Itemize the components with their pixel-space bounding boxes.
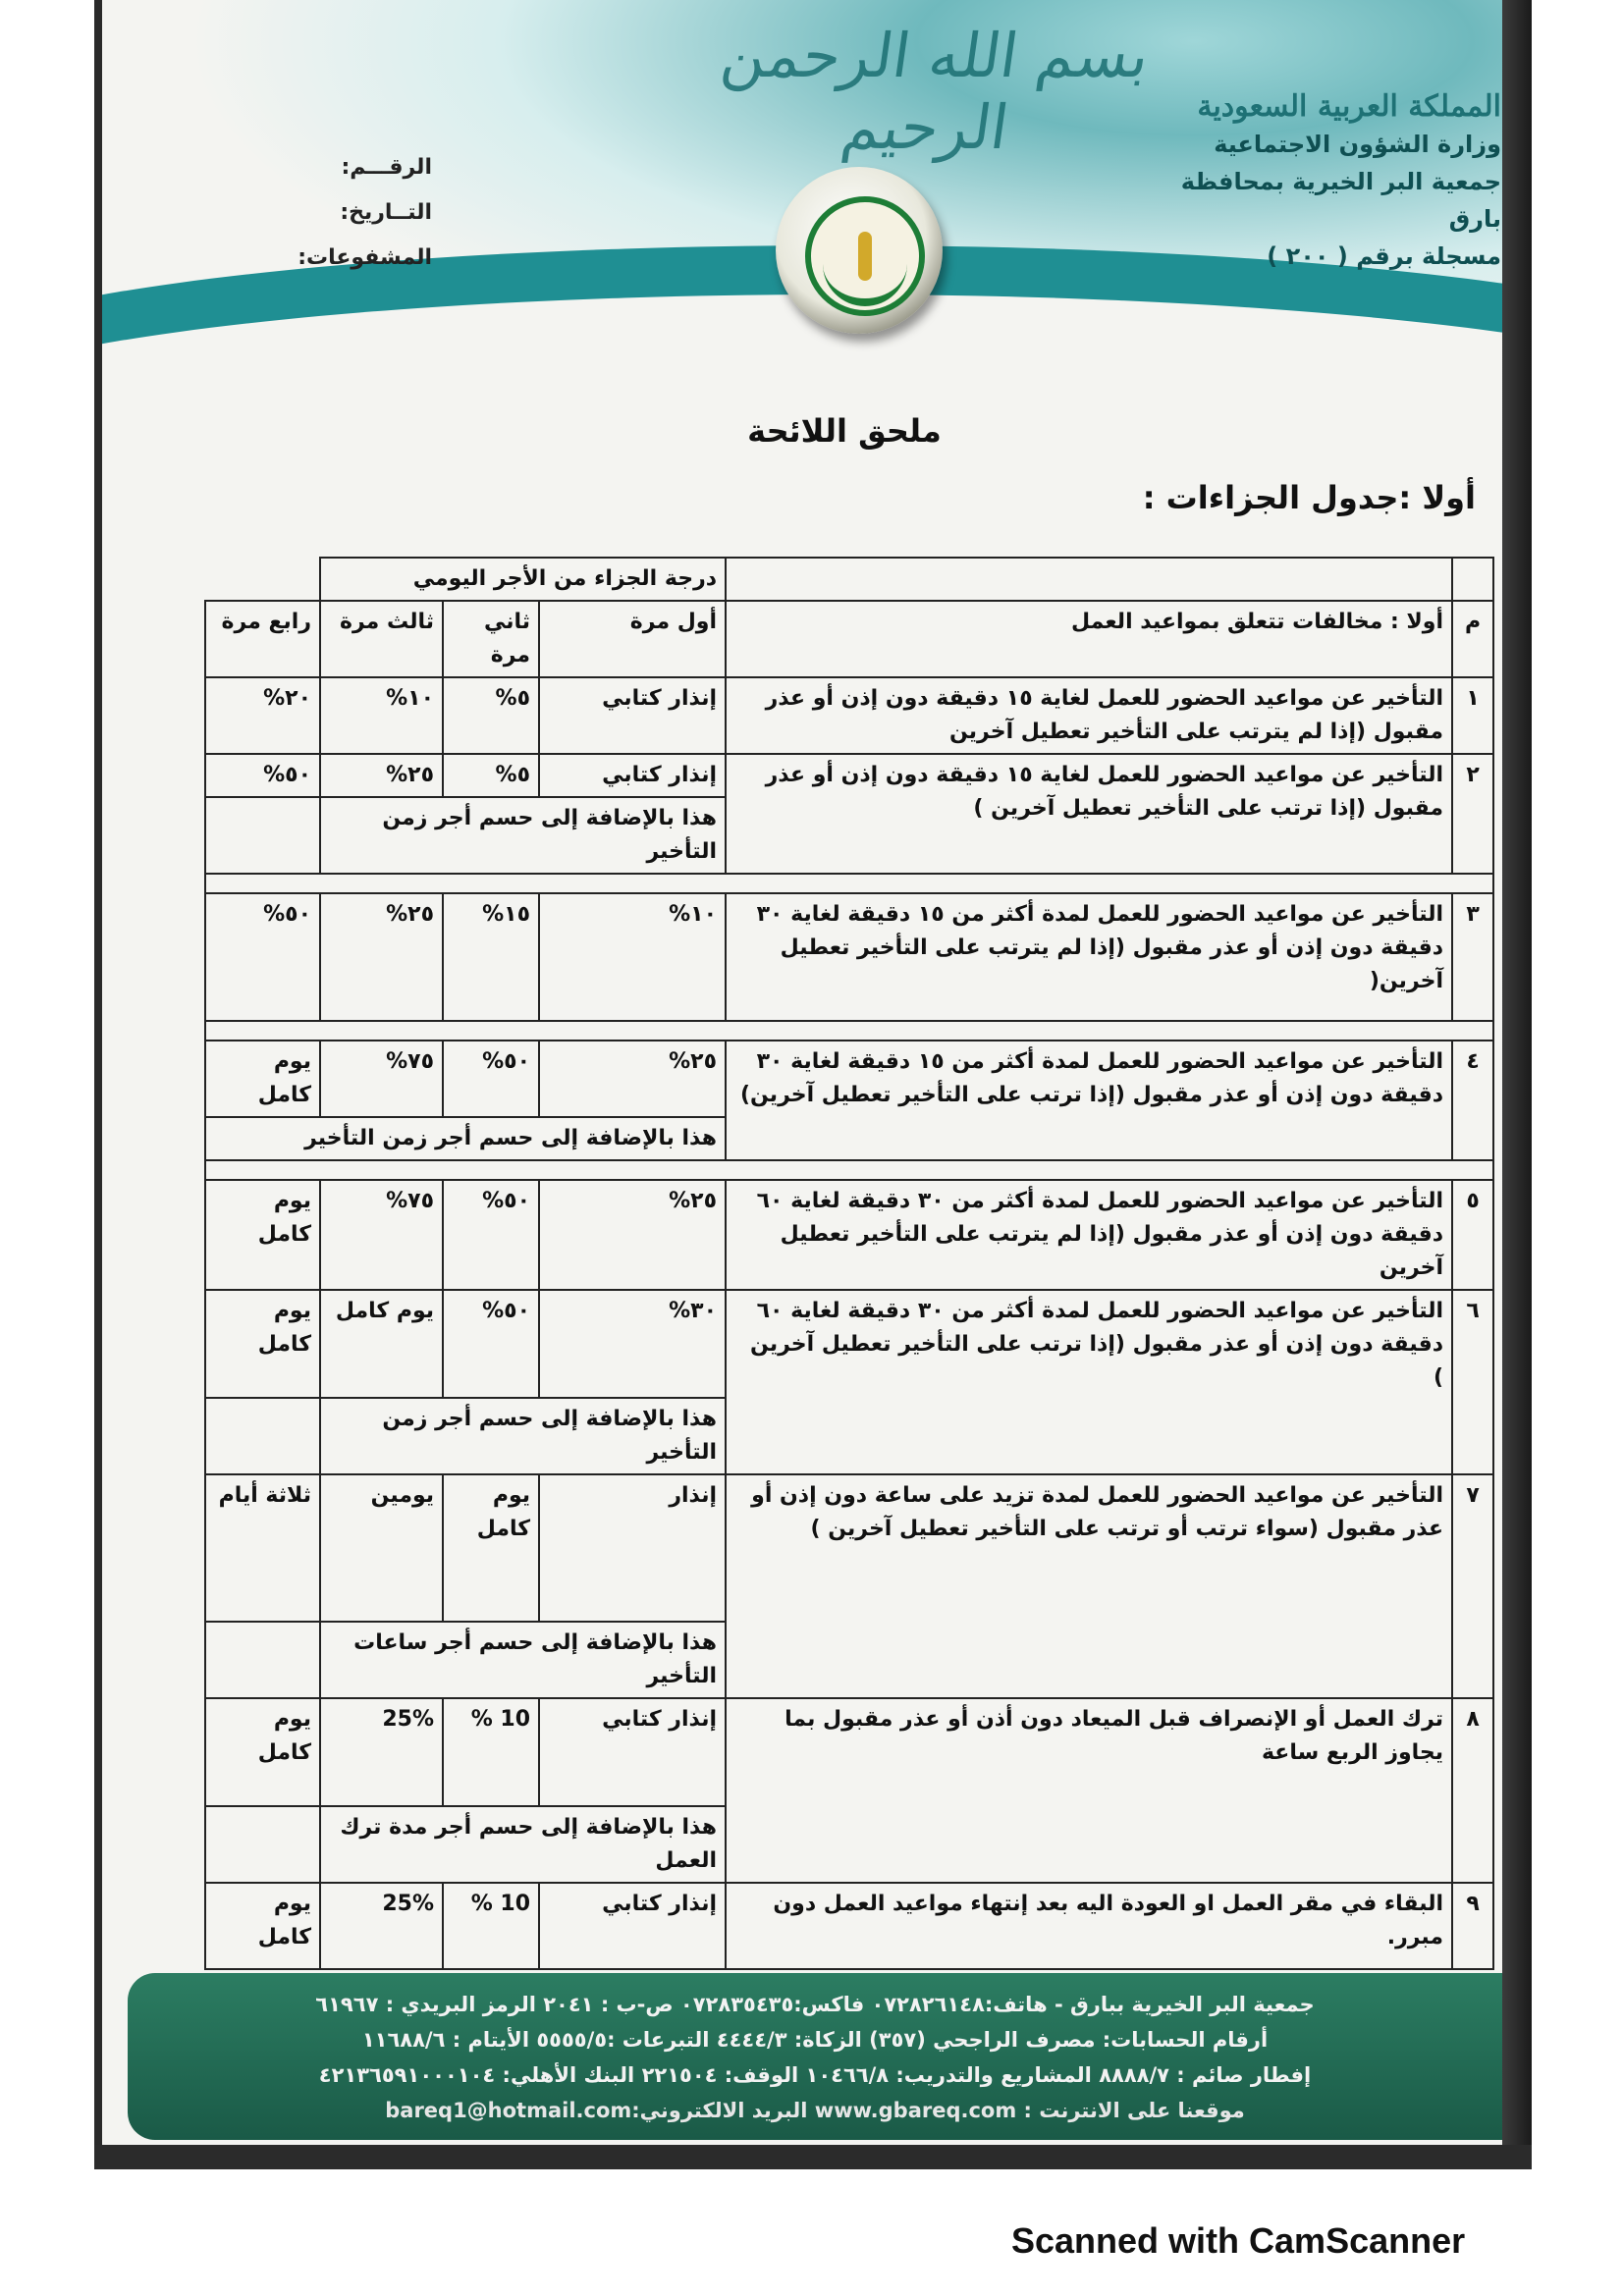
penalty-third: 25%: [320, 1883, 443, 1969]
row-number: ٧: [1452, 1474, 1493, 1698]
footer-contact: جمعية البر الخيرية ببارق - هاتف:٠٧٢٨٢٦١٤٨ فاكس:٠٧٢٨٣٥٤٣٥ ص-ب : ٢٠٤١ الرمز البريدي : ٦١٩٦٧: [315, 1993, 1315, 2016]
penalty-fourth: يوم كامل: [205, 1041, 320, 1117]
penalty-third: ٢٥%: [320, 754, 443, 797]
penalty-first: ٣٠%: [539, 1290, 726, 1398]
penalty-second: ٥٠%: [443, 1041, 539, 1117]
table-header-row: [205, 601, 1493, 677]
gap-cell: [205, 1160, 1493, 1180]
org-registration: مسجلة برقم ( ٢٠٠ ): [1267, 242, 1501, 270]
penalty-second: ٥%: [443, 754, 539, 797]
scan-left-edge: [94, 0, 102, 2169]
violation-description: ترك العمل أو الإنصراف قبل الميعاد دون أذن أو عذر مقبول بما يجاوز الربع ساعة: [726, 1698, 1452, 1883]
penalty-first: إنذار كتابي: [539, 754, 726, 797]
footer-website: موقعنا على الانترنت : www.gbareq.com البريد الالكتروني:bareq1@hotmail.com: [385, 2099, 1245, 2122]
table-gap: [205, 1021, 1493, 1041]
penalty-second: 10 %: [443, 1698, 539, 1806]
penalty-first: إنذار كتابي: [539, 1698, 726, 1806]
table-row: [205, 1698, 1493, 1806]
col-first-header: أول مرة: [539, 601, 726, 677]
table-gap: [205, 874, 1493, 893]
penalty-first: ٢٥%: [539, 1041, 726, 1117]
col-second-header: ثاني مرة: [443, 601, 539, 677]
note-blank-cell: [205, 1398, 320, 1474]
letter-meta: [295, 145, 432, 281]
penalty-first: إنذار كتابي: [539, 1883, 726, 1969]
table-row: [205, 754, 1493, 797]
penalty-second: ١٥%: [443, 893, 539, 1021]
penalty-third: ١٠%: [320, 677, 443, 754]
logo-inner-ring: [805, 196, 925, 316]
organization-header: [1177, 88, 1501, 275]
penalty-degree-header: درجة الجزاء من الأجر اليومي: [320, 558, 726, 601]
violation-description: التأخير عن مواعيد الحضور للعمل لغاية ١٥ دقيقة دون إذن أو عذر مقبول (إذا ترتب على التأخير تعطيل آخرين ): [726, 754, 1452, 874]
section-title: أولا :جدول الجزاءات :: [1142, 479, 1476, 516]
org-name: جمعية البر الخيرية بمحافظة بارق: [1180, 168, 1501, 233]
row-number: ٩: [1452, 1883, 1493, 1969]
col-num-header: م: [1452, 601, 1493, 677]
violation-description: التأخير عن مواعيد الحضور للعمل لمدة أكثر من ٣٠ دقيقة لغاية ٦٠ دقيقة دون إذن أو عذر مقبول (إذا لم يترتب على التأخير تعطيل آخرين: [726, 1180, 1452, 1290]
scan-bottom-edge: [94, 2145, 1532, 2169]
table-header-group-row: [205, 558, 1493, 601]
penalty-fourth: يوم كامل: [205, 1290, 320, 1398]
camscanner-watermark: Scanned with CamScanner: [1011, 2220, 1466, 2261]
penalty-fourth: ٢٠%: [205, 677, 320, 754]
logo-arc: [823, 261, 907, 306]
violation-description: التأخير عن مواعيد الحضور للعمل لغاية ١٥ دقيقة دون إذن أو عذر مقبول (إذا لم يترتب على التأخير تعطيل آخرين: [726, 677, 1452, 754]
penalty-note: هذا بالإضافة إلى حسم أجر زمن التأخير: [320, 797, 726, 874]
table-row: [205, 1474, 1493, 1622]
violation-description: التأخير عن مواعيد الحضور للعمل لمدة أكثر من ١٥ دقيقة لغاية ٣٠ دقيقة دون إذن أو عذر مقبول (إذا ترتب على التأخير تعطيل آخرين): [726, 1041, 1452, 1160]
penalty-first: ١٠%: [539, 893, 726, 1021]
org-country: المملكة العربية السعودية: [1197, 89, 1501, 124]
gap-cell: [205, 1021, 1493, 1041]
penalty-fourth: ٥٠%: [205, 754, 320, 797]
charity-logo: [776, 167, 943, 334]
table-row: [205, 1041, 1493, 1117]
penalty-second: ٥٠%: [443, 1180, 539, 1290]
col-third-header: ثالث مرة: [320, 601, 443, 677]
violation-description: التأخير عن مواعيد الحضور للعمل لمدة أكثر من ٣٠ دقيقة لغاية ٦٠ دقيقة دون إذن أو عذر مقبول (إذا ترتب على التأخير تعطيل آخرين ): [726, 1290, 1452, 1474]
row-number: ٨: [1452, 1698, 1493, 1883]
violation-description: البقاء في مقر العمل او العودة اليه بعد إنتهاء مواعيد العمل دون مبرر.: [726, 1883, 1452, 1969]
penalty-third: يوم كامل: [320, 1290, 443, 1398]
row-number: ٦: [1452, 1290, 1493, 1474]
penalty-fourth: ٥٠%: [205, 893, 320, 1021]
letterhead-footer: [128, 1973, 1502, 2140]
penalty-second: 10 %: [443, 1883, 539, 1969]
violation-description: التأخير عن مواعيد الحضور للعمل لمدة أكثر من ١٥ دقيقة لغاية ٣٠ دقيقة دون إذن أو عذر مقبول (إذا لم يترتب على التأخير تعطيل آخرين(: [726, 893, 1452, 1021]
header-blank-cell: [726, 558, 1452, 601]
table-row: [205, 1290, 1493, 1398]
attachments-label: المشفوعات:: [298, 245, 432, 270]
penalty-first: ٢٥%: [539, 1180, 726, 1290]
col-fourth-header: رابع مرة: [205, 601, 320, 677]
violation-description: التأخير عن مواعيد الحضور للعمل لمدة تزيد على ساعة دون إذن أو عذر مقبول (سواء ترتب أو ترتب على التأخير تعطيل آخرين ): [726, 1474, 1452, 1698]
penalty-first: إنذار: [539, 1474, 726, 1622]
penalty-second: يوم كامل: [443, 1474, 539, 1622]
penalty-note: هذا بالإضافة إلى حسم أجر ساعات التأخير: [320, 1622, 726, 1698]
penalty-fourth: يوم كامل: [205, 1180, 320, 1290]
note-blank-cell: [205, 1806, 320, 1883]
penalty-fourth: ثلاثة أيام: [205, 1474, 320, 1622]
penalty-third: 25%: [320, 1698, 443, 1806]
row-number: ٢: [1452, 754, 1493, 874]
penalty-second: ٥٠%: [443, 1290, 539, 1398]
basmala-calligraphy: بسم الله الرحمن الرحيم: [717, 20, 1155, 163]
penalties-table: [204, 557, 1494, 1970]
footer-accounts: أرقام الحسابات: مصرف الراجحي (٣٥٧) الزكاة: ٤٤٤٤/٣ التبرعات :٥٥٥٥/٥ الأيتام : ١١٦٨٨/٦: [361, 2028, 1269, 2052]
penalty-second: ٥%: [443, 677, 539, 754]
penalty-third: ٧٥%: [320, 1041, 443, 1117]
table-row: [205, 677, 1493, 754]
row-number: ٥: [1452, 1180, 1493, 1290]
document-title: ملحق اللائحة: [747, 412, 942, 450]
penalty-fourth: يوم كامل: [205, 1883, 320, 1969]
footer-accounts-2: إفطار صائم : ٨٨٨٨/٧ المشاريع والتدريب: ١٠٤٦٦/٨ الوقف: ٢٢١٥٠٤ البنك الأهلي: ٤٢١٣٦٥٩١٠٠٠١٠٤: [318, 2063, 1312, 2087]
scan-right-edge: [1502, 0, 1532, 2169]
row-number: ٤: [1452, 1041, 1493, 1160]
penalty-note: هذا بالإضافة إلى حسم أجر زمن التأخير: [320, 1398, 726, 1474]
note-blank-cell: [205, 797, 320, 874]
col-violation-header: أولا : مخالفات تتعلق بمواعيد العمل: [726, 601, 1452, 677]
date-label: التــاريخ:: [340, 200, 432, 225]
penalty-third: ٢٥%: [320, 893, 443, 1021]
table-gap: [205, 1160, 1493, 1180]
header-blank-cell: [205, 558, 320, 601]
table-row: [205, 1180, 1493, 1290]
penalty-note: هذا بالإضافة إلى حسم أجر زمن التأخير: [205, 1117, 726, 1160]
penalty-third: يومين: [320, 1474, 443, 1622]
number-label: الرقـــم:: [341, 155, 432, 180]
row-number: ١: [1452, 677, 1493, 754]
table-row: [205, 893, 1493, 1021]
penalty-first: إنذار كتابي: [539, 677, 726, 754]
note-blank-cell: [205, 1622, 320, 1698]
row-number: ٣: [1452, 893, 1493, 1021]
penalty-fourth: يوم كامل: [205, 1698, 320, 1806]
header-blank-cell: [1452, 558, 1493, 601]
table-row: [205, 1883, 1493, 1969]
org-ministry: وزارة الشؤون الاجتماعية: [1214, 131, 1501, 158]
gap-cell: [205, 874, 1493, 893]
penalty-note: هذا بالإضافة إلى حسم أجر مدة ترك العمل: [320, 1806, 726, 1883]
penalty-third: ٧٥%: [320, 1180, 443, 1290]
